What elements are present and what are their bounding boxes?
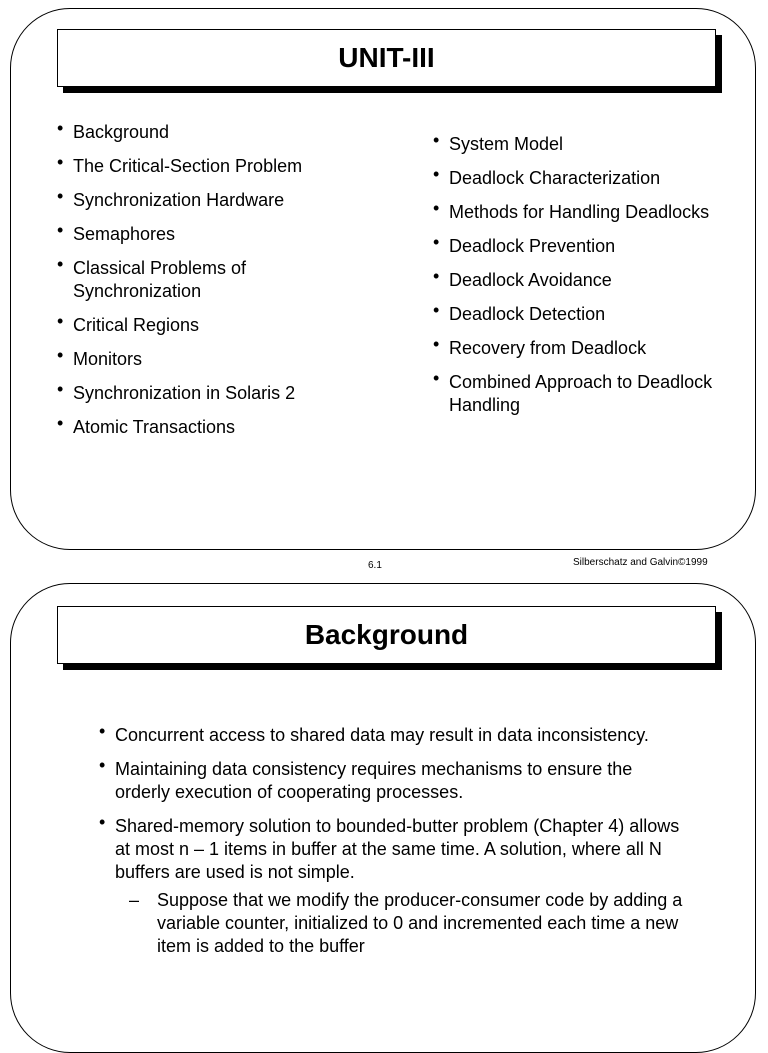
slide-title: UNIT-III xyxy=(57,29,716,87)
list-item: • Background xyxy=(57,121,377,144)
topic-list-right xyxy=(433,133,753,428)
topic-list-left xyxy=(57,121,377,450)
list-item: • Semaphores xyxy=(57,223,377,246)
list-item: • Methods for Handling Deadlocks xyxy=(433,201,753,224)
slide-title: Background xyxy=(57,606,716,664)
list-item: • Shared-memory solution to bounded-butter problem (Chapter 4) allows at most n – 1 items in buffer at the same time. A solution, where all N buffers are used is not simple. xyxy=(99,815,689,884)
list-item: • Deadlock Detection xyxy=(433,303,753,326)
page-number: 6.1 xyxy=(368,560,382,571)
list-item: • Recovery from Deadlock xyxy=(433,337,753,360)
list-item: • Deadlock Prevention xyxy=(433,235,753,258)
list-item: • The Critical-Section Problem xyxy=(57,155,377,178)
list-item: • Synchronization in Solaris 2 xyxy=(57,382,377,405)
copyright-credit: Silberschatz and Galvin©1999 xyxy=(573,557,708,568)
list-item: • Monitors xyxy=(57,348,377,371)
sub-list-item: – Suppose that we modify the producer-consumer code by adding a variable counter, initialized to 0 and incremented each time a new item is added to the buffer xyxy=(129,889,689,958)
list-item: • Combined Approach to Deadlock Handling xyxy=(433,371,749,417)
list-item: • Deadlock Avoidance xyxy=(433,269,753,292)
list-item: • Concurrent access to shared data may result in data inconsistency. xyxy=(99,724,689,747)
list-item: • Deadlock Characterization xyxy=(433,167,753,190)
list-item: • System Model xyxy=(433,133,753,156)
list-item: • Classical Problems of Synchronization xyxy=(57,257,293,303)
background-list xyxy=(99,724,689,969)
list-item: • Atomic Transactions xyxy=(57,416,377,439)
list-item: • Synchronization Hardware xyxy=(57,189,377,212)
list-item: • Critical Regions xyxy=(57,314,377,337)
slide-unit-iii xyxy=(10,8,756,550)
list-item: • Maintaining data consistency requires mechanisms to ensure the orderly execution of cooperating processes. xyxy=(99,758,689,804)
slide-background xyxy=(10,583,756,1053)
